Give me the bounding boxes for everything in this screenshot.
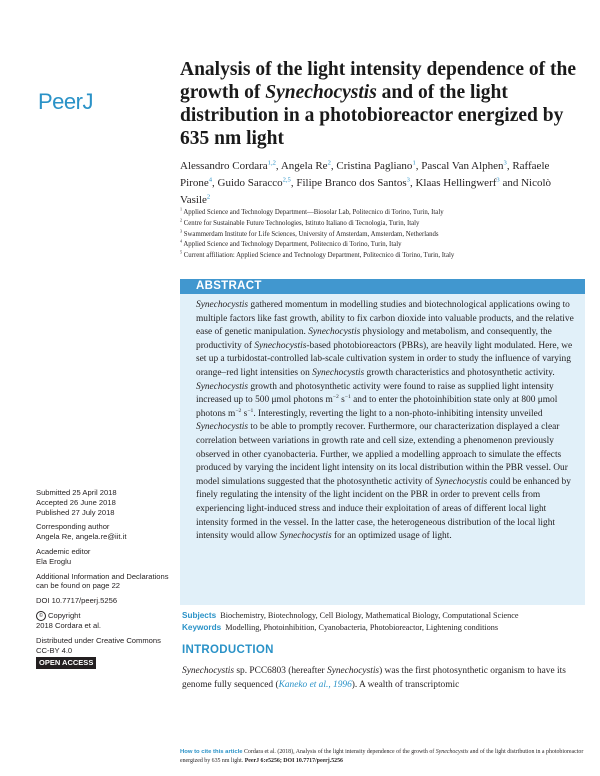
affiliation (180, 230, 580, 241)
corresponding-author-label: Corresponding author (36, 522, 110, 532)
introduction-heading: INTRODUCTION (182, 644, 274, 656)
abstract-segment: growth characteristics and photosynthetic activity. (364, 367, 555, 378)
doi-link[interactable]: DOI 10.7717/peerj.5256 (36, 596, 118, 606)
author-name[interactable]: Filipe Branco dos Santos (296, 177, 407, 189)
author-list: Alessandro Cordara$^{1,2}$, Angela Re$^2$, Cristina Pagliano$^1$, Pascal Van Alphen$^3$, Raffaele Pirone$^4$, Guido Saracco$^{2,5}$, Filipe Branco dos Santos$^3$, Klaas Hellingwerf$^3$ and Nicolò Vasile$^2$ (180, 159, 552, 206)
intro-italic: Synechocystis (182, 666, 235, 676)
copyright-holder: 2018 Cordara et al. (36, 620, 102, 630)
affiliation (180, 208, 580, 219)
affiliation-list (180, 208, 580, 262)
author-affiliation-number: 3 (503, 159, 507, 167)
submitted-date: Submitted 25 April 2018 (36, 488, 117, 497)
affiliation (180, 240, 580, 251)
abstract-superscript: −2 (235, 407, 242, 414)
intro-text-b: ) was the first photosynthetic organism to have its genome fully sequenced ( (182, 666, 566, 691)
abstract-box (180, 279, 585, 605)
abstract-superscript: −2 (332, 394, 339, 401)
article-sidebar (36, 488, 171, 669)
footer-text-a: Cordara et al. (2018), Analysis of the light intensity dependence of the growth of (242, 749, 436, 755)
title-italic: Synechocystis (265, 82, 377, 103)
abstract-segment: to be able to promptly recover. Furthermore, our characterization displayed a clear correlation between variations in growth rate and cell size, extending a phenomenon previously observed in other cyanobacteria. Further, we applied a modelling approach to simulate the effects produced by varying the incident light intensity on its local distribution within the PBR vessel. Our model simulations suggested that the photosynthetic activity of (196, 422, 568, 487)
abstract-header (180, 279, 585, 294)
abstract-italic: Synechocystis (279, 531, 332, 542)
article-title (180, 58, 580, 150)
affiliation-text: Applied Science and Technology Department—Biosolar Lab, Politecnico di Torino, Turin, Italy (182, 209, 444, 216)
citation-link[interactable]: Kaneko et al., 1996 (278, 680, 352, 691)
affiliation-number: 2 (180, 217, 183, 223)
footer-italic: Synechocystis (435, 749, 469, 755)
affiliation-number: 4 (180, 239, 183, 245)
subjects-text: Biochemistry, Biotechnology, Cell Biology, Mathematical Biology, Computational Science (220, 611, 519, 620)
footer-bold: PeerJ 6:e5256; DOI 10.7717/peerj.5256 (244, 758, 344, 764)
academic-editor-label: Academic editor (36, 546, 91, 556)
keywords-text: Modelling, Photoinhibition, Cyanobacteria, Photobioreactor, Lightening conditions (225, 623, 499, 632)
keywords-label: Keywords (182, 623, 222, 632)
corresponding-author[interactable]: Angela Re, angela.re@iit.it (36, 532, 127, 542)
author-affiliation-number: 4 (208, 176, 213, 184)
abstract-superscript: −1 (344, 394, 351, 401)
affiliation (180, 219, 580, 230)
subjects-keywords (182, 610, 587, 634)
footer-text-b: and of the light distribution in a photobioreactor energized by 635 nm light. (180, 749, 584, 764)
open-access-badge: OPEN ACCESS (36, 657, 96, 669)
subjects-line (182, 610, 587, 622)
abstract-segment: could be enhanced by finely regulating the intensity of the light incident on the PBR in order to prevent cells from experiencing light-induced stress and induce their exploitation of areas of different local light intensity formed in the vessel. In the latter case, the heterogeneous distribution of the local light intensity would allow (196, 476, 571, 542)
abstract-segment: growth and photosynthetic activity were found to raise as supplied light intensity increased up to 500 μmol photons m (196, 381, 554, 406)
copyright-label: Copyright (48, 610, 81, 620)
abstract-text (196, 299, 576, 544)
author-name[interactable]: Klaas Hellingwerf (415, 177, 497, 189)
peerj-logo (38, 89, 102, 114)
keywords-line (182, 622, 587, 634)
abstract-italic: Synechocystis (196, 422, 249, 433)
abstract-segment: and to enter the photoinhibition state only at 800 μmol photons m (196, 395, 558, 419)
author-name[interactable]: Angela Re (280, 160, 328, 172)
affiliation-number: 5 (180, 249, 183, 255)
abstract-superscript: −1 (247, 407, 254, 414)
author-name[interactable]: Alessandro Cordara (180, 160, 268, 172)
citation-footer (180, 748, 590, 766)
abstract-segment: gathered momentum in modelling studies and biotechnological applications owing to multiple factors like fast growth, ability to fix carbon dioxide into valuable products, and the relative ease of genetic manipulation. (196, 300, 574, 338)
abstract-segment: . Interestingly, reverting the light to a non-photo-inhibiting intensity unveiled (253, 408, 543, 419)
title-part1: Analysis of the light intensity dependence of the growth of (180, 59, 576, 103)
affiliation-text: Swammerdam Institute for Life Sciences, University of Amsterdam, Amsterdam, Netherlands (182, 230, 439, 238)
academic-editor: Ela Eroglu (36, 556, 72, 566)
title-part2: and of the light distribution in a photobioreactor energized by 635 nm light (180, 82, 564, 149)
additional-info[interactable]: Additional Information and Declarations can be found on page 22 (36, 571, 169, 591)
author-affiliation-number: 3 (406, 176, 410, 184)
abstract-segment: physiology and metabolism, and consequently, the productivity of (196, 327, 552, 351)
affiliation-number: 1 (180, 206, 183, 212)
published-date: Published 27 July 2018 (36, 507, 115, 517)
author-affiliation-number: 1 (412, 159, 416, 167)
author-name[interactable]: Raffaele Pirone (180, 160, 550, 189)
abstract-heading: ABSTRACT (196, 280, 262, 292)
abstract-segment: s (338, 395, 345, 406)
introduction-paragraph (182, 664, 580, 693)
author-name[interactable]: Nicolò Vasile (180, 177, 552, 206)
intro-text-c: ). A wealth of transcriptomic (351, 680, 460, 691)
abstract-italic: Synechocystis (254, 340, 307, 351)
accepted-date: Accepted 26 June 2018 (36, 497, 116, 507)
author-affiliation-number: 2 (327, 159, 331, 167)
abstract-italic: Synechocystis (196, 300, 249, 310)
intro-italic-2: Synechocystis (327, 666, 380, 676)
abstract-italic: Synechocystis (312, 367, 365, 378)
affiliation-text: Current affiliation: Applied Science and Technology Department, Politecnico di Torino, Turin, Italy (182, 252, 455, 260)
copyright-line (36, 611, 171, 621)
footer-label: How to cite this article (180, 749, 243, 755)
abstract-italic: Synechocystis (308, 327, 361, 338)
affiliation-text: Centre for Sustainable Future Technologies, Istituto Italiano di Tecnologia, Turin, Italy (182, 219, 420, 227)
affiliation-number: 3 (180, 228, 183, 234)
author-name[interactable]: Guido Saracco (217, 177, 283, 189)
author-name[interactable]: Pascal Van Alphen (421, 160, 504, 172)
abstract-segment: for an optimized usage of light. (331, 531, 452, 542)
affiliation (180, 251, 580, 262)
author-name[interactable]: Cristina Pagliano (336, 160, 413, 172)
license-text[interactable]: Distributed under Creative Commons CC-BY 4.0 (36, 635, 161, 655)
copyright-icon: © (36, 611, 46, 621)
abstract-italic: Synechocystis (435, 476, 488, 487)
author-affiliation-number: 3 (496, 176, 500, 184)
subjects-label: Subjects (182, 611, 217, 620)
author-affiliation-number: 1,2 (267, 159, 276, 167)
abstract-italic: Synechocystis (196, 381, 249, 392)
affiliation-text: Applied Science and Technology Department, Politecnico di Torino, Turin, Italy (182, 241, 402, 249)
logo-text: PeerJ (38, 89, 93, 114)
intro-text-a: sp. PCC6803 (hereafter (234, 666, 328, 676)
author-affiliation-number: 2,5 (282, 176, 291, 184)
author-affiliation-number: 2 (206, 193, 211, 201)
abstract-segment: -based photobioreactors (PBRs), are heavily light modulated. Here, we set up a turbidostat-controlled lab-scale cultivation system in order to study the influence of varying orange–red light intensities on (196, 340, 573, 378)
abstract-segment: s (241, 408, 248, 419)
